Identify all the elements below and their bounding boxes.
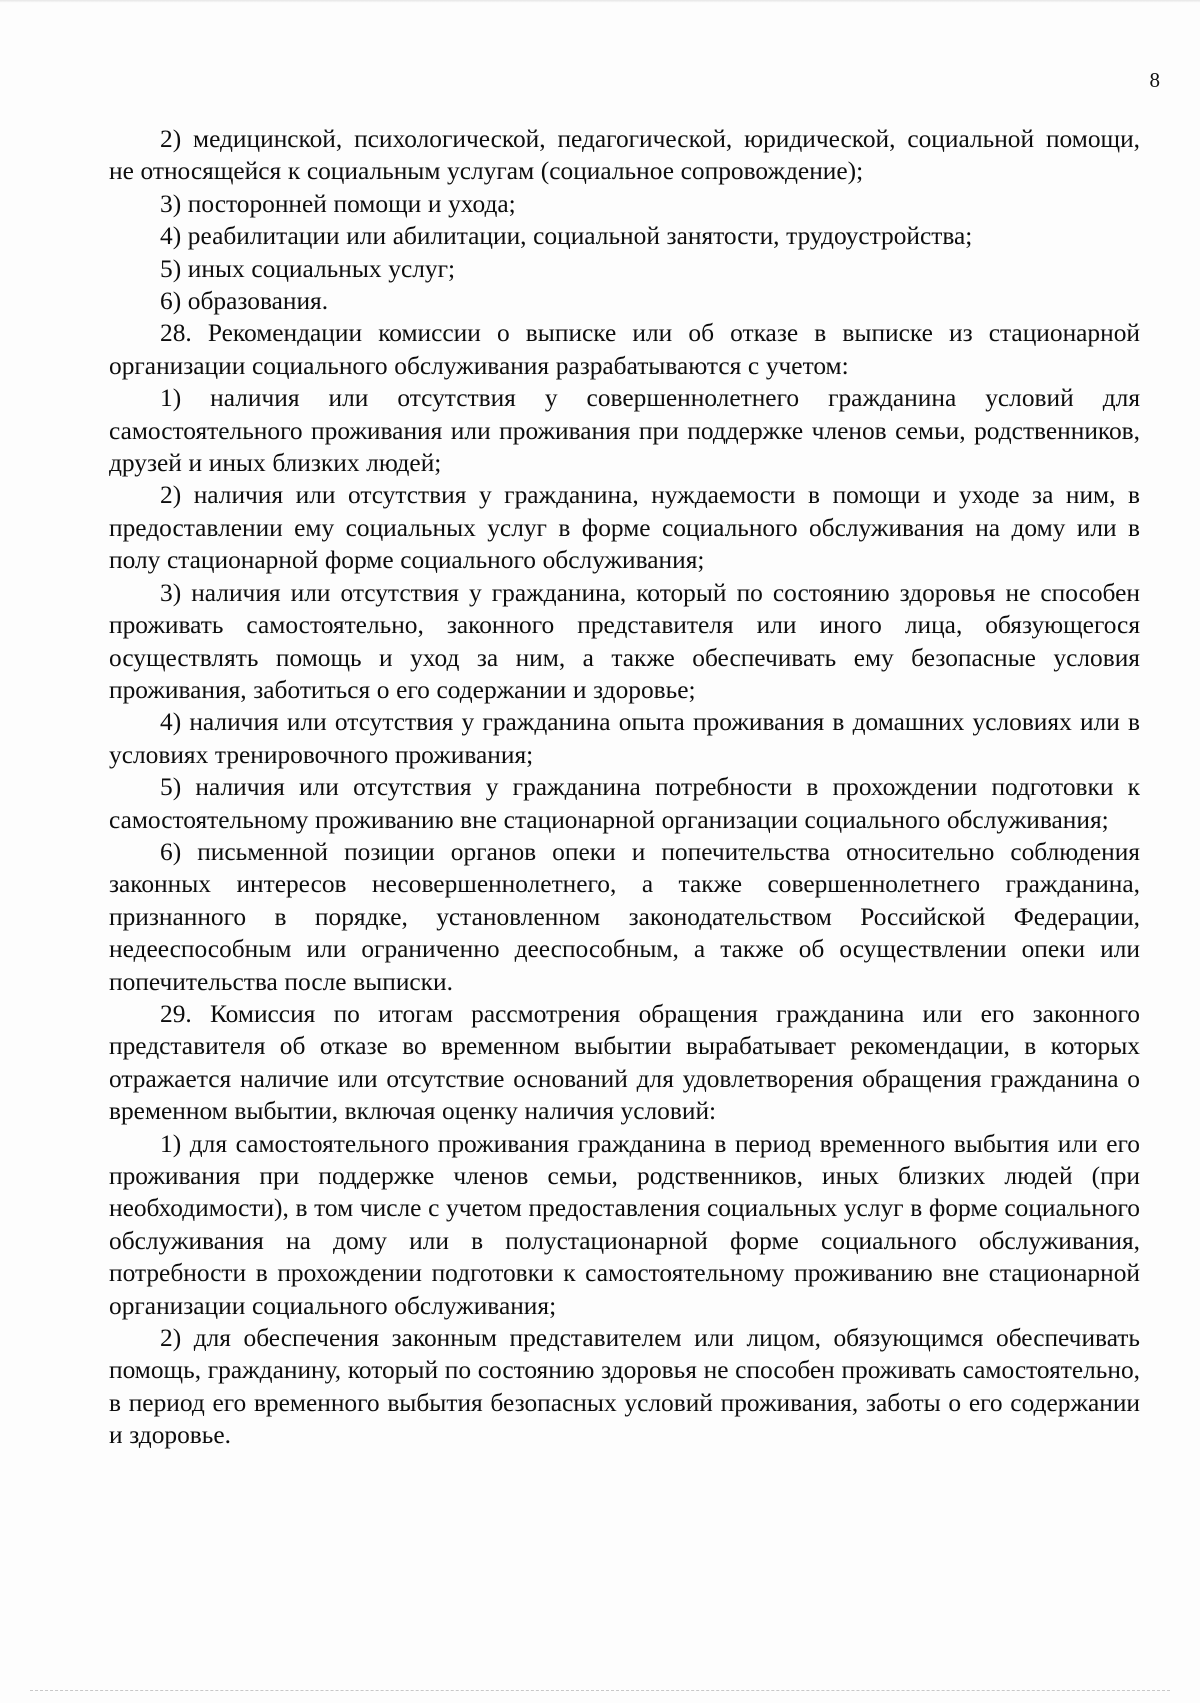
paragraph: 2) наличия или отсутствия у гражданина, нуждаемости в помощи и уходе за ним, в предоставлении ему социальных услуг в форме социального обслуживания на дому или в полу стационарной форме социального обслуживания; xyxy=(109,481,1140,575)
paragraph: 1) для самостоятельного проживания гражданина в период временного выбытия или его проживания при поддержке членов семьи, родственников, иных близких людей (при необходимости), в том числе с учетом предоставления социальных услуг в форме социального обслуживания на дому или в полустационарной форме социального обслуживания, потребности в прохождении подготовки к самостоятельному проживанию вне стационарной организации социального обслуживания; xyxy=(109,1129,1140,1320)
paragraph: 4) реабилитации или абилитации, социальной занятости, трудоустройства; xyxy=(160,222,973,251)
paragraph: 1) наличия или отсутствия у совершеннолетнего гражданина условий для самостоятельного проживания или проживания при поддержке членов семьи, родственников, друзей и иных близких людей; xyxy=(109,384,1140,478)
paragraph: 4) наличия или отсутствия у гражданина опыта проживания в домашних условиях или в условиях тренировочного проживания; xyxy=(109,708,1140,769)
paragraph: 29. Комиссия по итогам рассмотрения обращения гражданина или его законного представителя об отказе во временном выбытии вырабатывает рекомендации, в которых отражается наличие или отсутствие оснований для удовлетворения обращения гражданина о временном выбытии, включая оценку наличия условий: xyxy=(109,999,1140,1126)
paragraph: 2) медицинской, психологической, педагогической, юридической, социальной помощи, не относящейся к социальным услугам (социальное сопровождение); xyxy=(109,125,1140,186)
paragraph: 5) иных социальных услуг; xyxy=(160,254,456,283)
document-body xyxy=(109,123,1140,1452)
paragraph: 6) образования. xyxy=(160,287,329,316)
scan-edge-top xyxy=(0,0,1200,3)
paragraph: 28. Рекомендации комиссии о выписке или об отказе в выписке из стационарной организации социального обслуживания разрабатываются с учетом: xyxy=(109,319,1140,380)
page-number: 8 xyxy=(1149,68,1160,92)
scan-edge-bottom xyxy=(30,1690,1170,1691)
paragraph: 2) для обеспечения законным представителем или лицом, обязующимся обеспечивать помощь, гражданину, который по состоянию здоровья не способен проживать самостоятельно, в период его временного выбытия безопасных условий проживания, заботы о его содержании и здоровье. xyxy=(109,1324,1140,1450)
paragraph: 5) наличия или отсутствия у гражданина потребности в прохождении подготовки к самостоятельному проживанию вне стационарной организации социального обслуживания; xyxy=(109,773,1140,834)
paragraph: 3) наличия или отсутствия у гражданина, который по состоянию здоровья не способен проживать самостоятельно, законного представителя или иного лица, обязующегося осуществлять помощь и уход за ним, а также обеспечивать ему безопасные условия проживания, заботиться о его содержании и здоровье; xyxy=(109,578,1140,704)
paragraph: 6) письменной позиции органов опеки и попечительства относительно соблюдения законных интересов несовершеннолетнего, а также совершеннолетнего гражданина, признанного в порядке, установленном законодательством Российской Федерации, недееспособным или ограниченно дееспособным, а также об осуществлении опеки или попечительства после выписки. xyxy=(109,837,1140,996)
paragraph: 3) посторонней помощи и ухода; xyxy=(160,189,516,218)
